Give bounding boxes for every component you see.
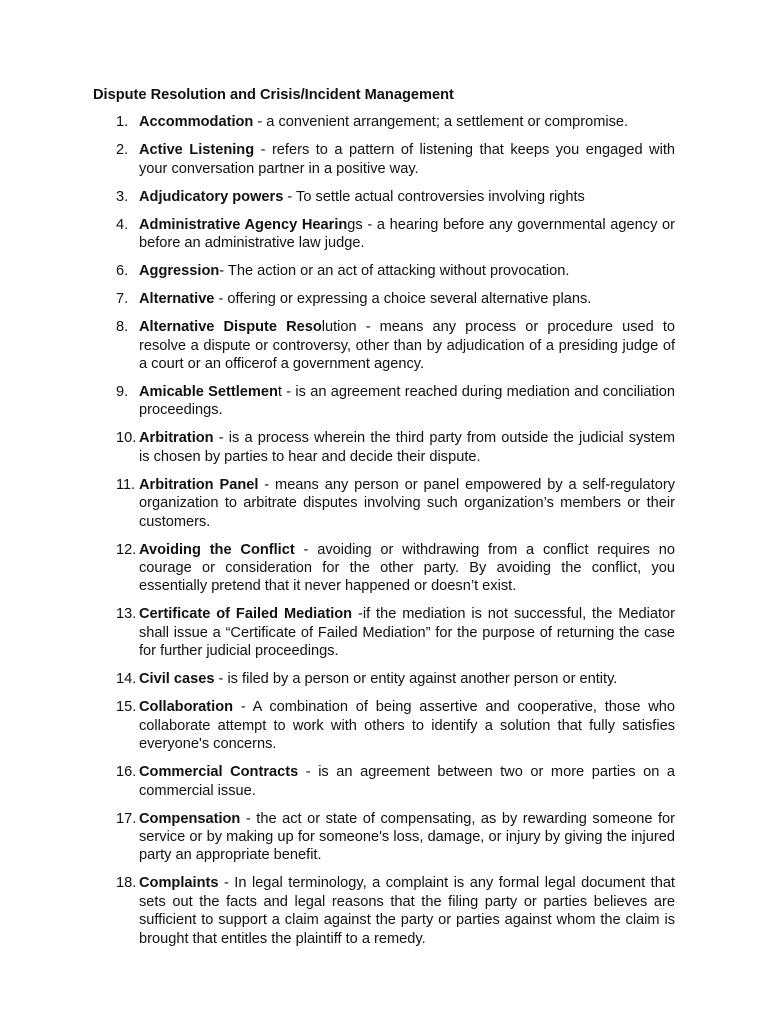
entry-definition: gs - a hearing before any governmental agency or before an administrative law judge. [139, 216, 676, 252]
entry-definition: -if the mediation is not successful, the Mediator shall issue a “Certificate of Failed Mediation” for the purpose of returning the case for further judicial proceedings. [139, 606, 675, 660]
entry-number: 2. [116, 142, 129, 159]
entry-number: 3. [116, 188, 129, 205]
entry-number: 16. [116, 764, 137, 781]
glossary-entry [93, 383, 675, 420]
glossary-entry [93, 290, 675, 308]
entry-term: Arbitration Panel [139, 476, 259, 493]
entry-definition: - the act or state of compensating, as by rewarding someone for service or by making up for someone's loss, damage, or injury by giving the injured party an appropriate benefit. [139, 810, 675, 864]
entry-number: 8. [116, 319, 129, 336]
glossary-list [93, 113, 675, 948]
entry-number: 7. [116, 291, 129, 308]
entry-term: Administrative Agency Hearin [139, 216, 348, 233]
entry-number: 10. [116, 430, 137, 447]
entry-definition: - is an agreement between two or more parties on a commercial issue. [139, 764, 675, 799]
entry-definition: - a convenient arrangement; a settlement or compromise. [253, 114, 629, 131]
glossary-entry [93, 874, 675, 948]
entry-term: Amicable Settlemen [139, 384, 278, 401]
entry-definition: - To settle actual controversies involving rights [283, 188, 585, 205]
entry-term: Alternative [139, 291, 215, 308]
glossary-entry [93, 810, 675, 865]
document-page [93, 86, 675, 958]
entry-number: 6. [116, 263, 129, 280]
entry-term: Arbitration [139, 430, 214, 447]
entry-term: Certificate of Failed Mediation [139, 606, 353, 623]
entry-number: 4. [116, 216, 129, 233]
glossary-entry [93, 141, 675, 178]
entry-definition: - The action or an act of attacking without provocation. [219, 263, 570, 280]
glossary-entry [93, 476, 675, 531]
glossary-entry [93, 605, 675, 660]
document-title: Dispute Resolution and Crisis/Incident Management [93, 87, 454, 103]
entry-definition: - refers to a pattern of listening that keeps you engaged with your conversation partner in a positive way. [139, 142, 675, 177]
entry-term: Active Listening [139, 142, 255, 159]
entry-definition: - avoiding or withdrawing from a conflict requires no courage or consideration for the other party. By avoiding the conflict, you essentially pretend that it never happened or doesn’t exist. [139, 541, 675, 595]
entry-definition: - offering or expressing a choice several alternative plans. [214, 291, 592, 308]
entry-definition: t - is an agreement reached during mediation and conciliation proceedings. [139, 384, 675, 419]
entry-term: Alternative Dispute Reso [139, 319, 322, 336]
entry-number: 9. [116, 384, 129, 401]
glossary-entry [93, 429, 675, 466]
entry-number: 17. [116, 810, 137, 827]
entry-number: 13. [116, 606, 137, 623]
glossary-entry [93, 763, 675, 800]
entry-definition: - A combination of being assertive and cooperative, those who collaborate attempt to work with others to identify a solution that fully satisfies everyone's concerns. [139, 699, 675, 753]
entry-term: Collaboration [139, 699, 234, 716]
entry-definition: - means any person or panel empowered by a self-regulatory organization to arbitrate disputes involving such organization’s members or their customers. [139, 476, 675, 530]
glossary-entry [93, 113, 675, 131]
entry-definition: lution - means any process or procedure used to resolve a dispute or controversy, other than by adjudication of a presiding judge of a court or an officerof a government agency. [139, 319, 675, 373]
entry-number: 1. [116, 114, 129, 131]
entry-number: 11. [116, 476, 136, 493]
glossary-entry [93, 541, 675, 596]
entry-term: Accommodation [139, 114, 254, 131]
entry-definition: - In legal terminology, a complaint is any formal legal document that sets out the facts and legal reasons that the filing party or parties believes are sufficient to support a claim against the party or parties against whom the claim is brought that entitles the plaintiff to a remedy. [139, 875, 675, 947]
glossary-entry [93, 670, 675, 688]
entry-term: Avoiding the Conflict [139, 541, 295, 558]
entry-term: Commercial Contracts [139, 764, 299, 781]
entry-term: Civil cases [139, 671, 215, 688]
glossary-entry [93, 262, 675, 280]
entry-term: Compensation [139, 810, 241, 827]
glossary-entry [93, 318, 675, 373]
entry-definition: - is a process wherein the third party from outside the judicial system is chosen by parties to hear and decide their dispute. [139, 430, 675, 465]
entry-number: 15. [116, 699, 137, 716]
glossary-entry [93, 698, 675, 753]
entry-term: Adjudicatory powers [139, 188, 284, 205]
entry-number: 18. [116, 875, 137, 892]
entry-term: Complaints [139, 875, 219, 892]
glossary-entry [93, 216, 675, 253]
glossary-entry [93, 188, 675, 206]
entry-term: Aggression [139, 263, 220, 280]
entry-number: 12. [116, 541, 137, 558]
entry-definition: - is filed by a person or entity against another person or entity. [214, 671, 618, 688]
entry-number: 14. [116, 671, 137, 688]
